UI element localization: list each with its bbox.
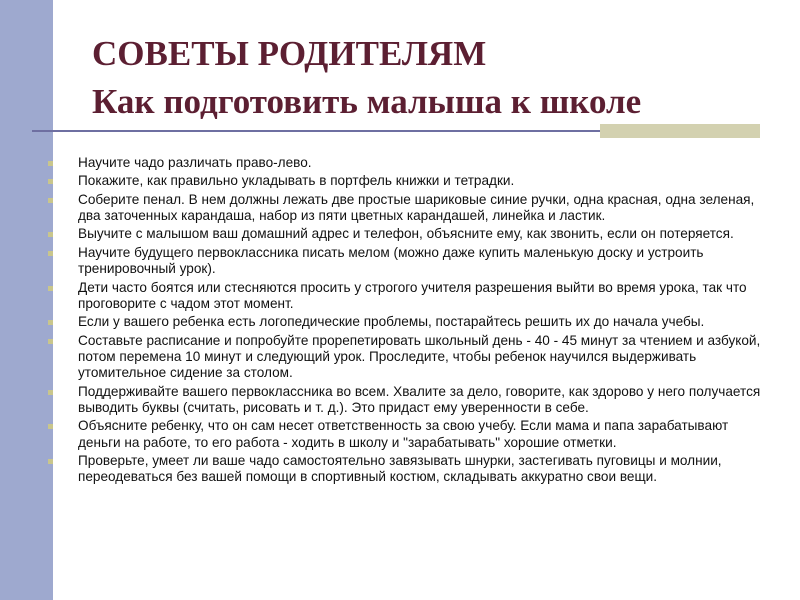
- list-item: Дети часто боятся или стесняются просить у строгого учителя разрешения выйти во время урока, так что проговорите с чадом этот момент.: [46, 280, 764, 313]
- title-line-2: Как подготовить малыша к школе: [92, 82, 642, 121]
- list-item: Выучите с малышом ваш домашний адрес и телефон, объясните ему, как звонить, если он потеряется.: [46, 226, 764, 242]
- list-item: Если у вашего ребенка есть логопедические проблемы, постарайтесь решить их до начала учебы.: [46, 314, 764, 330]
- title-accent-bar: [600, 124, 760, 138]
- list-item: Научите чадо различать право-лево.: [46, 155, 764, 171]
- title-line-1: СОВЕТЫ РОДИТЕЛЯМ: [92, 34, 487, 73]
- list-item: Покажите, как правильно укладывать в портфель книжки и тетрадки.: [46, 173, 764, 189]
- list-item: Научите будущего первоклассника писать мелом (можно даже купить маленькую доску и устроить тренировочный урок).: [46, 245, 764, 278]
- list-item: Соберите пенал. В нем должны лежать две простые шариковые синие ручки, одна красная, одна зеленая, два заточенных карандаша, набор из пяти цветных карандашей, линейка и ластик.: [46, 192, 764, 225]
- tips-list: [46, 155, 764, 488]
- list-item: Составьте расписание и попробуйте прорепетировать школьный день - 40 - 45 минут за чтением и азбукой, потом перемена 10 минут и следующий урок. Проследите, чтобы ребенок научился выдерживать утомительное сидение за столом.: [46, 333, 764, 382]
- slide-title: [92, 30, 782, 126]
- list-item: Проверьте, умеет ли ваше чадо самостоятельно завязывать шнурки, застегивать пуговицы и молнии, переодеваться без вашей помощи в спортивный костюм, складывать аккуратно свои вещи.: [46, 453, 764, 486]
- list-item: Объясните ребенку, что он сам несет ответственность за свою учебу. Если мама и папа зарабатывают деньги на работе, то его работа - ходить в школу и "зарабатывать" хорошие отметки.: [46, 418, 764, 451]
- list-item: Поддерживайте вашего первоклассника во всем. Хвалите за дело, говорите, как здорово у него получается выводить буквы (считать, рисовать и т. д.). Это придаст ему уверенности в себе.: [46, 384, 764, 417]
